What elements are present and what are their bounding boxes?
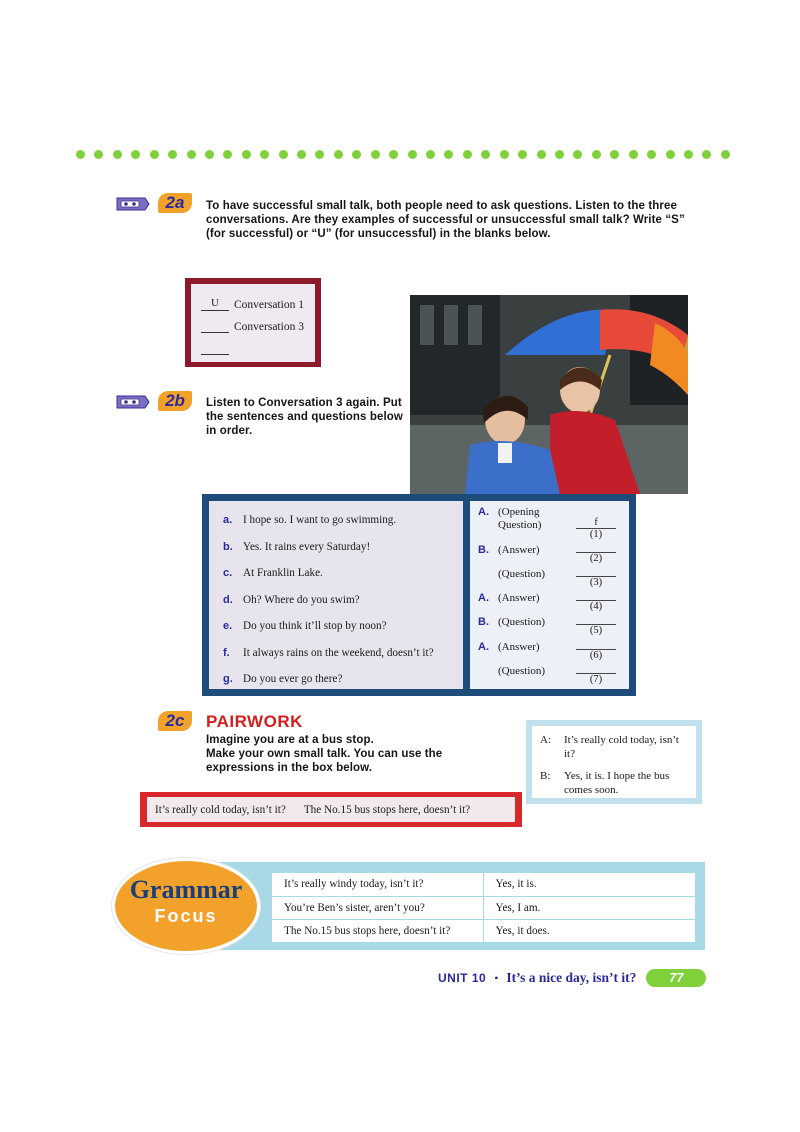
divider-dot (187, 150, 196, 159)
grammar-question: It’s really windy today, isn’t it? (272, 873, 483, 896)
divider-dot (629, 150, 638, 159)
photo-two-girls-umbrella (410, 295, 688, 494)
divider-dot (444, 150, 453, 159)
footer-bullet: • (494, 970, 499, 985)
sentence-list (209, 501, 463, 689)
order-role (478, 592, 540, 605)
divider-dot (463, 150, 472, 159)
page-footer (438, 968, 706, 988)
divider-dot (610, 150, 619, 159)
instruction-line: Make your own small talk. You can use the (206, 748, 443, 760)
instruction-line: Imagine you are at a bus stop. (206, 734, 374, 746)
role-text: (Question) (498, 568, 546, 580)
dialog-text: It’s really cold today, isn’t it? (564, 734, 679, 760)
cassette-icon (115, 195, 151, 213)
speaker-label: A. (478, 641, 489, 653)
order-number: (6) (576, 649, 616, 662)
order-number: (1) (576, 528, 616, 541)
sentence-letter: b. (223, 540, 233, 553)
divider-dot (94, 150, 103, 159)
sentence-item (223, 613, 463, 640)
speaker-label (478, 568, 498, 581)
speaker-label: A. (478, 592, 489, 604)
sentence-letter: g. (223, 673, 233, 686)
grammar-focus-logo (112, 858, 260, 954)
exercise-badge-2c: 2c (158, 711, 192, 731)
divider-dot (76, 150, 85, 159)
order-role (478, 616, 545, 629)
sentence-text: Yes. It rains every Saturday! (243, 540, 371, 553)
dialog-text: Yes, it is. I hope the bus comes soon. (564, 770, 670, 796)
conversation-item (201, 289, 309, 311)
grammar-question: The No.15 bus stops here, doesn’t it? (272, 919, 483, 942)
divider-dot (131, 150, 140, 159)
exercise-badge-2b: 2b (158, 391, 192, 411)
role-text: (Answer) (498, 592, 540, 604)
order-number: (5) (576, 624, 616, 637)
sentence-text: Do you ever go there? (243, 673, 343, 686)
divider-dot (352, 150, 361, 159)
grammar-focus-subtitle: Focus (154, 906, 218, 926)
divider-dot (371, 150, 380, 159)
speaker-label: A: (540, 734, 551, 746)
sentence-item (223, 534, 463, 561)
divider-dot (647, 150, 656, 159)
divider-dot (242, 150, 251, 159)
grammar-answer: Yes, I am. (483, 896, 695, 919)
expressions-box (140, 792, 522, 827)
divider-dot (573, 150, 582, 159)
divider-dot (408, 150, 417, 159)
divider-dot (260, 150, 269, 159)
conversation-item (201, 311, 309, 333)
conversation-label: Conversation 1 (234, 299, 304, 311)
divider-dot (297, 150, 306, 159)
sentence-item (223, 587, 463, 614)
divider-dot (150, 150, 159, 159)
role-text: (Opening (498, 506, 540, 518)
dotted-divider (76, 150, 730, 164)
dialog-line (540, 733, 690, 761)
divider-dot (537, 150, 546, 159)
order-role (478, 544, 540, 557)
divider-dot (592, 150, 601, 159)
divider-dot (555, 150, 564, 159)
divider-dot (702, 150, 711, 159)
sentence-item (223, 640, 463, 667)
order-role (478, 506, 541, 532)
expression-item: The No.15 bus stops here, doesn’t it? (303, 803, 471, 816)
divider-dot (315, 150, 324, 159)
sentence-letter: e. (223, 620, 233, 633)
divider-dot (223, 150, 232, 159)
sentence-text: I hope so. I want to go swimming. (243, 514, 397, 527)
table-row (272, 896, 695, 919)
instruction-2b: Listen to Conversation 3 again. Put the sentences and questions below in order. (206, 397, 403, 437)
table-row (272, 919, 695, 942)
order-number: (4) (576, 600, 616, 613)
instruction-2c (206, 733, 516, 775)
role-text: Question) (498, 519, 542, 531)
divider-dot (426, 150, 435, 159)
dialog-line (540, 769, 690, 797)
order-number: (7) (576, 673, 616, 686)
table-row (272, 873, 695, 896)
divider-dot (684, 150, 693, 159)
role-text: (Answer) (498, 544, 540, 556)
divider-dot (168, 150, 177, 159)
conversation-item (201, 333, 309, 355)
divider-dot (721, 150, 730, 159)
unit-label: UNIT 10 (438, 971, 487, 985)
grammar-question: You’re Ben’s sister, aren’t you? (272, 896, 483, 919)
ordering-exercise-box (202, 494, 636, 696)
sentence-letter: f. (223, 646, 230, 659)
order-role (478, 641, 540, 654)
answer-blank[interactable]: U (201, 296, 229, 311)
sentence-letter: a. (223, 514, 233, 527)
sentence-text: It always rains on the weekend, doesn’t it? (243, 646, 434, 659)
divider-dot (113, 150, 122, 159)
order-answer[interactable]: f (594, 517, 598, 528)
divider-dot (279, 150, 288, 159)
sentence-item (223, 560, 463, 587)
role-text: (Question) (498, 665, 546, 677)
divider-dot (666, 150, 675, 159)
speaker-label: A. (478, 506, 489, 518)
speaker-label: B. (478, 544, 489, 556)
speaker-label (478, 665, 498, 678)
conversation-list (185, 278, 321, 367)
divider-dot (500, 150, 509, 159)
grammar-focus-title: Grammar (129, 875, 243, 904)
sentence-text: Oh? Where do you swim? (243, 593, 360, 606)
divider-dot (334, 150, 343, 159)
speaker-label: B. (478, 616, 489, 628)
order-number: (3) (576, 576, 616, 589)
answer-blank[interactable] (201, 318, 229, 333)
sentence-text: Do you think it’ll stop by noon? (243, 620, 387, 633)
order-column (470, 501, 629, 689)
sample-dialog (526, 720, 702, 804)
role-text: (Question) (498, 616, 546, 628)
page-number: 77 (646, 969, 706, 987)
grammar-answer: Yes, it does. (483, 919, 695, 942)
grammar-answer: Yes, it is. (483, 873, 695, 896)
expression-item: It’s really cold today, isn’t it? (155, 803, 286, 816)
divider-dot (205, 150, 214, 159)
pairwork-heading: PAIRWORK (206, 712, 303, 731)
role-text: (Answer) (498, 641, 540, 653)
order-role (478, 665, 545, 678)
sentence-letter: c. (223, 567, 233, 580)
sentence-item (223, 507, 463, 534)
sentence-letter: d. (223, 593, 233, 606)
instruction-line: expressions in the box below. (206, 762, 373, 774)
grammar-focus-table (272, 873, 695, 943)
divider-dot (481, 150, 490, 159)
order-number: (2) (576, 552, 616, 565)
sentence-item (223, 666, 463, 693)
speaker-label: B: (540, 770, 551, 782)
exercise-badge-2a: 2a (158, 193, 192, 213)
sentence-text: At Franklin Lake. (243, 567, 323, 580)
order-role (478, 568, 545, 581)
unit-title: It’s a nice day, isn’t it? (506, 970, 637, 985)
instruction-2a: To have successful small talk, both people need to ask questions. Listen to the three conversations. Are they examples of successful or unsuccessful small talk? Write “S” (for successful) or “U” (for unsuccessful) in the blanks below. (206, 200, 685, 240)
divider-dot (389, 150, 398, 159)
conversation-label: Conversation 3 (234, 321, 304, 333)
cassette-icon (115, 393, 151, 411)
answer-blank[interactable] (201, 340, 229, 355)
divider-dot (518, 150, 527, 159)
